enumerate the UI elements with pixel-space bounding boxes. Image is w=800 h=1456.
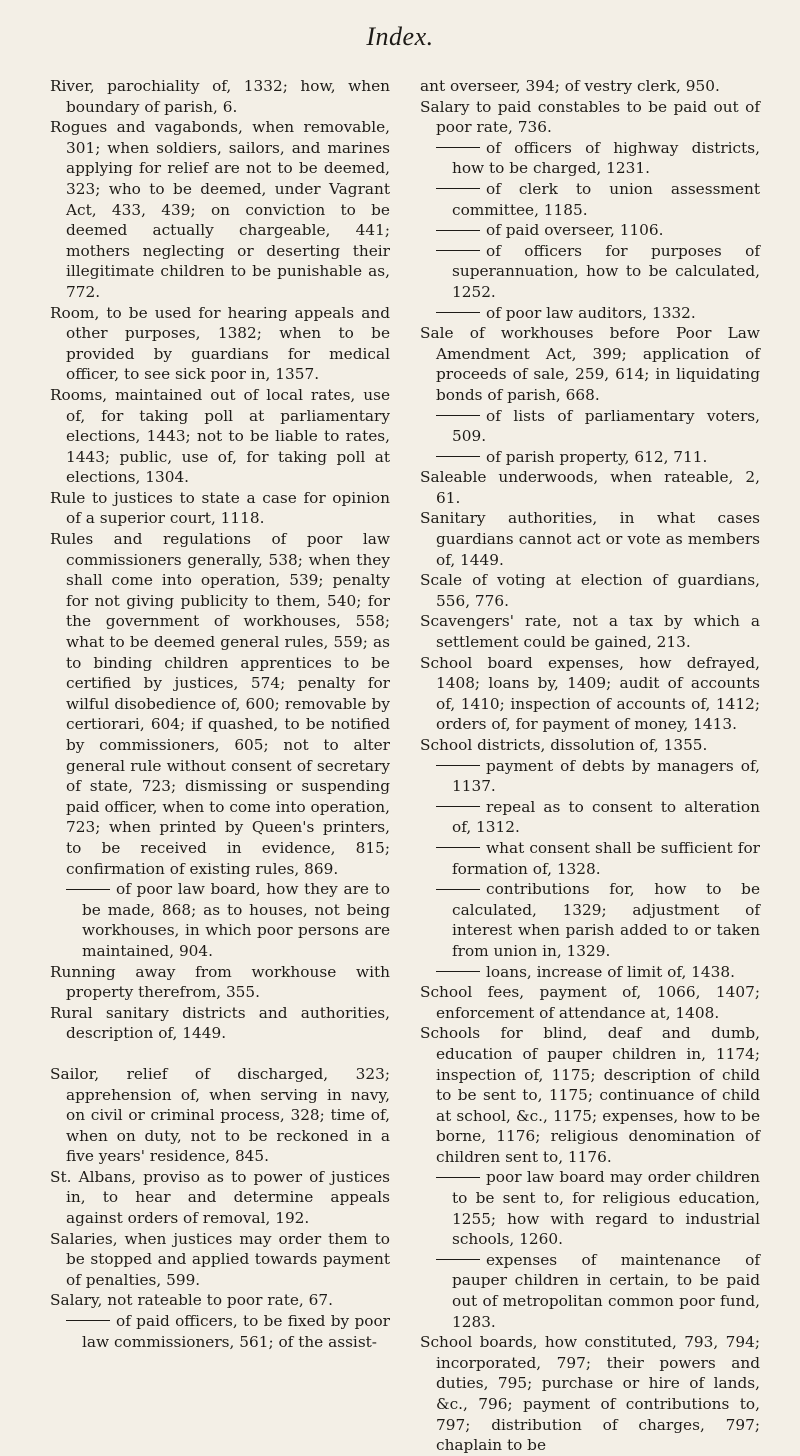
index-entry: Rooms, maintained out of local rates, use of, for taking poll at parliamentary elections, 1443; not to be liable to rates, 1443; public, use of, for taking poll at elections, 1304. (50, 385, 390, 487)
index-subentry: of lists of parliamentary voters, 509. (420, 406, 760, 447)
index-subentry: of officers for purposes of superannuation, how to be calculated, 1252. (420, 241, 760, 303)
index-entry: Schools for blind, deaf and dumb, education of pauper children in, 1174; inspection of, 1175; description of child to be sent to, 1175; continuance of child at school, &c., 1175; expenses, how to be borne, 1176; religious denomination of children sent to, 1176. (420, 1024, 760, 1166)
index-entry: Scavengers' rate, not a tax by which a settlement could be gained, 213. (420, 612, 760, 652)
index-entry: Room, to be used for hearing appeals and other purposes, 1382; when to be provided by guardians for medical officer, to see sick poor in, 1357. (50, 303, 390, 384)
index-subentry: of paid officers, to be fixed by poor law commissioners, 561; of the assist- (50, 1311, 390, 1352)
index-entry: Salary, not rateable to poor rate, 67. (50, 1291, 333, 1310)
index-subentry: of poor law auditors, 1332. (420, 303, 760, 324)
index-subentry: payment of debts by managers of, 1137. (420, 756, 760, 797)
index-subentry: of parish property, 612, 711. (420, 447, 760, 468)
index-entry: River, parochiality of, 1332; how, when boundary of parish, 6. (50, 77, 390, 116)
index-column-left (50, 76, 390, 1352)
index-entry: Rogues and vagabonds, when removable, 301; when soldiers, sailors, and marines applying for relief are not to be deemed, 323; who to be deemed, under Vagrant Act, 433, 439; on conviction to be deemed actually chargeable, 441; mothers neglecting or deserting their illegitimate children to be punishable as, 772. (50, 118, 390, 301)
index-entry: Running away from workhouse with property therefrom, 355. (50, 962, 390, 1002)
page-title: Index. (366, 22, 434, 51)
index-entry: School board expenses, how defrayed, 1408; loans by, 1409; audit of accounts of, 1410; inspection of accounts of, 1412; orders of, for payment of money, 1413. (420, 653, 760, 734)
index-subentry: of paid overseer, 1106. (420, 220, 760, 241)
index-subentry: of clerk to union assessment committee, 1185. (420, 179, 760, 220)
index-subentry: expenses of maintenance of pauper children in certain, to be paid out of metropolitan common poor fund, 1283. (420, 1250, 760, 1332)
index-entry: Rule to justices to state a case for opinion of a superior court, 1118. (50, 488, 390, 528)
index-entry: Sailor, relief of discharged, 323; apprehension of, when serving in navy, on civil or criminal process, 328; time of, when on duty, not to be reckoned in a five years' residence, 845. (50, 1064, 390, 1166)
index-subentry: loans, increase of limit of, 1438. (420, 962, 760, 983)
index-entry: Rural sanitary districts and authorities, description of, 1449. (50, 1003, 390, 1043)
index-column-right (420, 76, 760, 1456)
index-entry: Sale of workhouses before Poor Law Amendment Act, 399; application of proceeds of sale, 259, 614; in liquidating bonds of parish, 668. (420, 324, 760, 404)
index-entry: School districts, dissolution of, 1355. (420, 736, 708, 754)
index-entry: Salaries, when justices may order them to be stopped and applied towards payment of penalties, 599. (50, 1229, 390, 1289)
index-subentry: what consent shall be sufficient for formation of, 1328. (420, 838, 760, 879)
index-subentry: of poor law board, how they are to be made, 868; as to houses, not being workhouses, in which poor persons are maintained, 904. (50, 879, 390, 961)
index-entry: Saleable underwoods, when rateable, 2, 61. (420, 468, 760, 507)
index-subentry: of officers of highway districts, how to be charged, 1231. (420, 138, 760, 179)
index-entry: School fees, payment of, 1066, 1407; enforcement of attendance at, 1408. (420, 983, 760, 1022)
index-entry: St. Albans, proviso as to power of justices in, to hear and determine appeals against orders of removal, 192. (50, 1167, 390, 1228)
index-entry: ant overseer, 394; of vestry clerk, 950. (420, 77, 720, 95)
index-entry: Scale of voting at election of guardians, 556, 776. (420, 571, 760, 610)
index-subentry: poor law board may order children to be sent to, for religious education, 1255; how with regard to industrial schools, 1260. (420, 1167, 760, 1249)
index-entry: Rules and regulations of poor law commissioners generally, 538; when they shall come into operation, 539; penalty for not giving publicity to them, 540; for the government of workhouses, 558; what to be deemed general rules, 559; as to binding children apprentices to be certified by justices, 574; penalty for wilful disobedience of, 600; removable by certiorari, 604; if quashed, to be notified by commissioners, 605; not to alter general rule without consent of secretary of state, 723; dismissing or suspending paid officer, when to come into operation, 723; when printed by Queen's printers, to be received in evidence, 815; confirmation of existing rules, 869. (50, 530, 390, 878)
index-subentry: repeal as to consent to alteration of, 1312. (420, 797, 760, 838)
index-entry: School boards, how constituted, 793, 794; incorporated, 797; their powers and duties, 795; purchase or hire of lands, &c., 796; payment of contributions to, 797; distribution of charges, 797; chaplain to be (420, 1333, 760, 1455)
index-entry: Salary to paid constables to be paid out of poor rate, 736. (420, 97, 760, 137)
index-subentry: contributions for, how to be calculated, 1329; adjustment of interest when parish added to or taken from union in, 1329. (420, 879, 760, 961)
index-entry: Sanitary authorities, in what cases guardians cannot act or vote as members of, 1449. (420, 509, 760, 569)
